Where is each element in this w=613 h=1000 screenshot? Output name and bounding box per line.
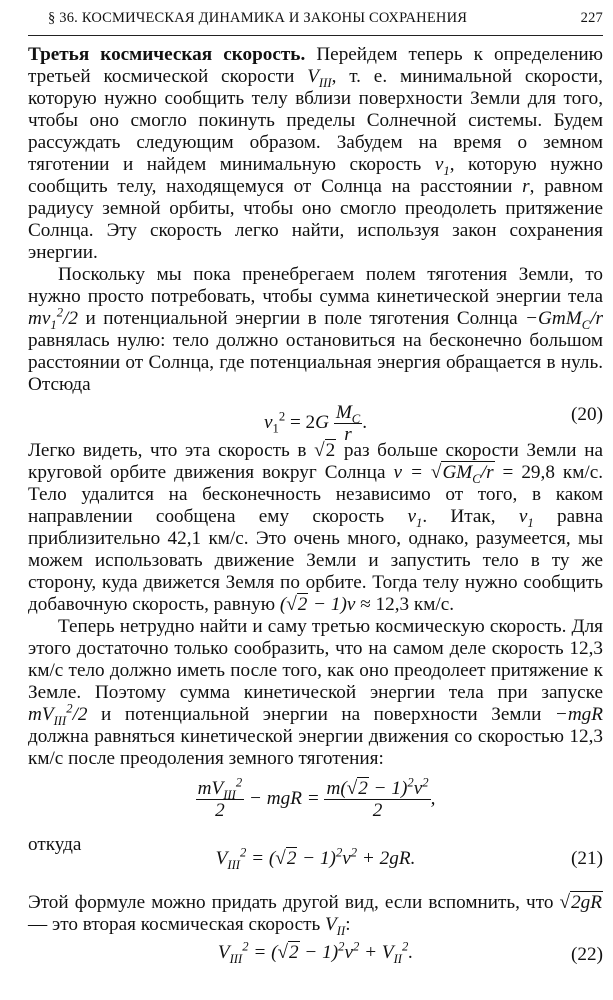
- math-kinetic: $mv_1^2/2$: [28, 305, 78, 332]
- equation-22: [28, 936, 603, 980]
- paragraph-escape: Теперь нетрудно найти и саму третью космическую скорость. Для этого достаточно только сообразить, что на самом деле скорость 12,3 км/с тело должно иметь после того, как оно преодолеет притяжение к Земле. Поэтому сумма кинетической энергии тела при запуске $mV_{III}^2/2$ и потенциальной энергии на поверхности Земли −mgR должна равняться кинетической энергии движения со скоростью 12,3 км/с после преодоления земного тяготения:: [28, 616, 603, 769]
- formula-22: $V_{III}^2 = (√2 - 1)^2v^2 + V_{II}^2$.: [217, 939, 414, 966]
- equation-number-20: (20): [571, 404, 603, 425]
- formula-20: $v_1^2 = 2G$ $\frac{M_C}{r}$ .: [263, 402, 368, 445]
- math-v3: $V_{III}$: [307, 66, 332, 90]
- paragraph-second-velocity: Этой формуле можно придать другой вид, если вспомнить, что √2gR— это вторая космическая скорость $V_{II}$:: [28, 892, 602, 938]
- equation-20: [28, 396, 603, 445]
- header-rule: [28, 35, 603, 36]
- header-title: § 36. КОСМИЧЕСКАЯ ДИНАМИКА И ЗАКОНЫ СОХРАНЕНИЯ: [48, 10, 468, 26]
- equation-number-21: (21): [571, 848, 603, 869]
- equation-energy: [28, 770, 603, 834]
- body-text: [28, 44, 603, 980]
- paragraph-circular-orbit: Легко видеть, что эта скорость в √2 раз больше скорости Земли на круговой орбите движения вокруг Солнца $v = √GM_C/r = 29,8$ км/с. Тело удалится на бесконечность независимо от того, в каком направлении сообщена ему скорость $v_1$. Итак, $v_1$ равна приблизительно 42,1 км/с. Это очень много, однако, разумеется, мы можем использовать движение Земли и запустить тело в ту же сторону, куда движется Земля по орбите. Тогда телу нужно сообщить добавочную скорость, равную (√2 − 1)v ≈ 12,3 км/с.: [28, 440, 604, 615]
- math-r: r: [522, 176, 530, 197]
- paragraph-third-cosmic-velocity: Третья космическая скорость. Перейдем теперь к определению третьей космической скорости $V_{III}$, т. е. минимальной скорости, которую нужно сообщить телу вблизи поверхности Земли для того, чтобы оно смогло покинуть пределы Солнечной системы. Будем рассуждать следующим образом. Забудем на время о земном тяготении и найдем минимальную скорость $v_1$, которую нужно сообщить телу, находящемуся от Солнца на расстоянии r, равном радиусу земной орбиты, чтобы оно смогло преодолеть притяжение Солнца. Эту скорость легко найти, используя закон сохранения энергии.: [28, 44, 603, 263]
- math-v-orbit: $v = √GM_C/r$: [393, 462, 494, 486]
- formula-energy: $\frac{mV_{III}^2}{2}$ − mgR = $\frac{m(√2 - 1)^2v^2}{2}$ ,: [197, 775, 436, 821]
- equation-number-22: (22): [571, 944, 603, 965]
- paragraph-energy: Поскольку мы пока пренебрегаем полем тяготения Земли, то нужно просто потребовать, чтобы сумма кинетической энергии тела $mv_1^2/2$ и потенциальной энергии в поле тяготения Солнца −GmM$_C$/r равнялась нулю: тело должно остановиться на бесконечно большом расстоянии от Солнца, где потенциальная энергия обращается в нуль. Отсюда: [28, 264, 603, 395]
- math-potential: −GmM$_C$/r: [525, 308, 603, 332]
- running-header: [48, 10, 603, 27]
- word-otkuda: откуда: [28, 834, 82, 855]
- equation-21: [28, 834, 603, 878]
- page-number: 227: [580, 10, 603, 26]
- formula-21: $V_{III}^2 = (√2 - 1)^2v^2 + 2gR$.: [215, 845, 416, 872]
- paragraph-heading: Третья космическая скорость.: [28, 44, 306, 65]
- math-v1: $v_1$: [434, 154, 450, 178]
